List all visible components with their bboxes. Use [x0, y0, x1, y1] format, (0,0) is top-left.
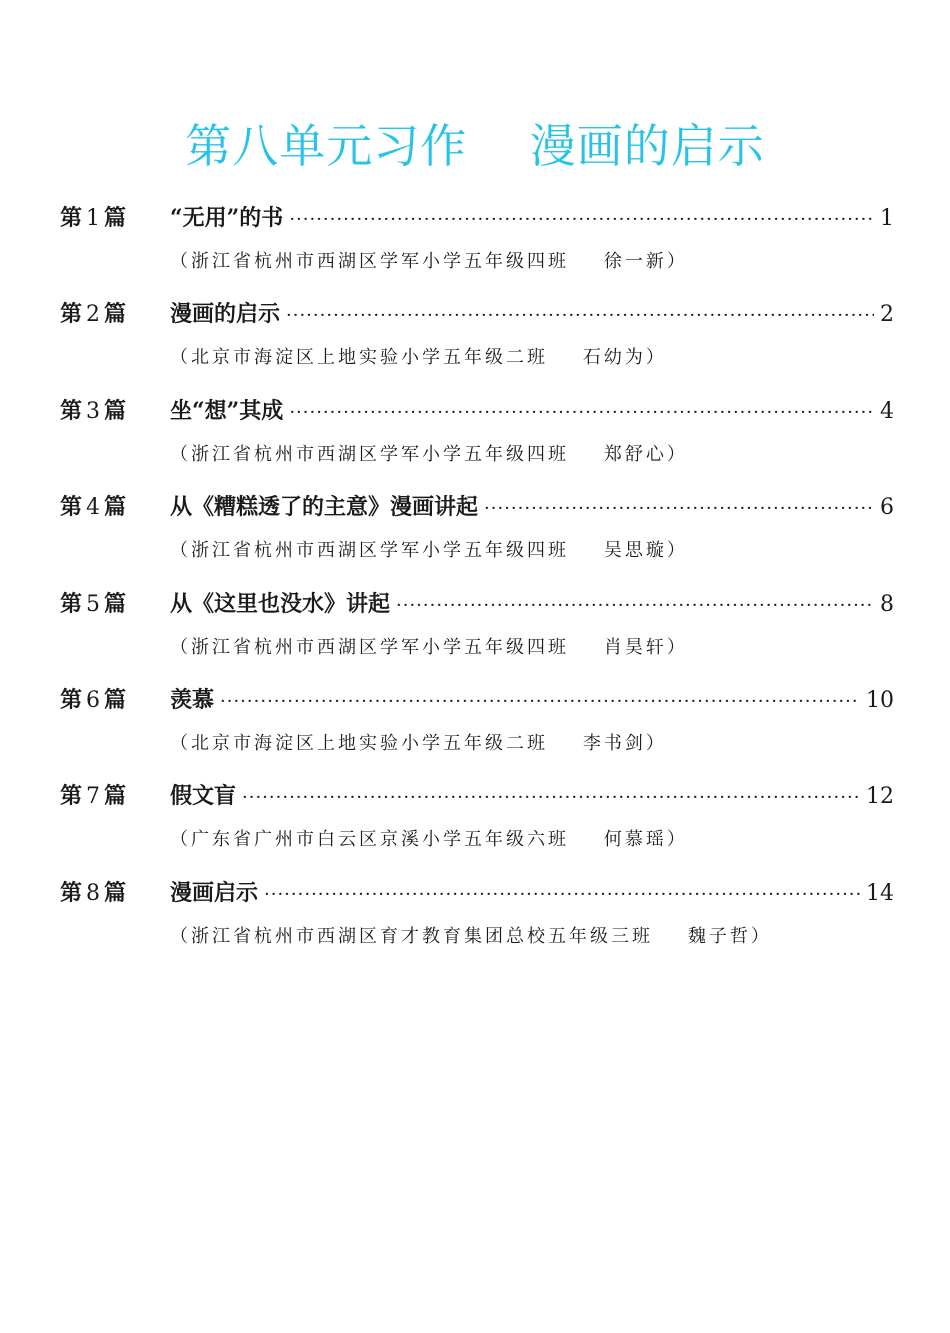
entry-line: [60, 774, 894, 818]
entry-page-number[interactable]: 2: [880, 302, 894, 328]
entry-suffix: 篇: [104, 494, 127, 521]
entry-number-value: 1: [86, 206, 101, 231]
entry-number: [60, 871, 170, 916]
entry-title[interactable]: 漫画启示: [170, 879, 259, 906]
entry-author-source: （北京市海淀区上地实验小学五年级二班 李书剑）: [170, 732, 667, 754]
entry-number-value: 6: [86, 687, 101, 713]
entry-author-source: （北京市海淀区上地实验小学五年级二班 石幼为）: [170, 347, 667, 369]
entry-suffix: 篇: [104, 397, 127, 424]
dot-leader: [396, 584, 874, 628]
toc-entry[interactable]: [60, 196, 894, 292]
entry-title[interactable]: 漫画的启示: [170, 301, 281, 328]
entry-page-number[interactable]: 14: [866, 880, 894, 906]
entry-page-number[interactable]: 12: [866, 784, 894, 810]
toc-entry[interactable]: [60, 582, 894, 678]
entry-title[interactable]: “无用”的书: [170, 205, 284, 231]
toc-entry[interactable]: [60, 871, 894, 967]
toc-entry[interactable]: [60, 774, 894, 870]
entry-suffix: 篇: [104, 783, 127, 810]
dot-leader: [242, 776, 860, 820]
dot-leader: [289, 198, 874, 242]
entry-prefix: 第: [60, 590, 83, 617]
entry-suffix: 篇: [104, 205, 127, 231]
entry-number: [60, 774, 170, 819]
dot-leader: [289, 391, 874, 435]
entry-author-source: （广东省广州市白云区京溪小学五年级六班 何慕瑶）: [170, 829, 688, 851]
entry-title[interactable]: 羡慕: [170, 686, 215, 713]
entry-number: [60, 196, 170, 241]
entry-suffix: 篇: [104, 879, 127, 906]
entry-title[interactable]: 坐“想”其成: [170, 397, 284, 424]
entry-page-number[interactable]: 1: [880, 206, 894, 231]
entry-number-value: 2: [86, 302, 101, 328]
dot-leader: [264, 873, 860, 917]
entry-number: [60, 678, 170, 723]
entry-line: [60, 292, 894, 336]
entry-line: [60, 678, 894, 722]
toc-entry[interactable]: [60, 389, 894, 485]
entry-suffix: 篇: [104, 686, 127, 713]
entry-line: [60, 196, 894, 240]
entry-author-source: （浙江省杭州市西湖区学军小学五年级四班 徐一新）: [170, 251, 688, 272]
entry-prefix: 第: [60, 783, 83, 810]
page-title: 第八单元习作 漫画的启示: [185, 119, 765, 173]
entry-number-value: 7: [86, 784, 101, 810]
dot-leader: [286, 294, 874, 338]
entry-author-source: （浙江省杭州市西湖区学军小学五年级四班 吴思璇）: [170, 540, 688, 562]
entry-title[interactable]: 从《糟糕透了的主意》漫画讲起: [170, 494, 479, 521]
entry-prefix: 第: [60, 686, 83, 713]
toc-entry[interactable]: [60, 292, 894, 388]
entry-number: [60, 582, 170, 627]
entry-line: [60, 871, 894, 915]
entry-suffix: 篇: [104, 590, 127, 617]
entry-number-value: 5: [86, 591, 101, 617]
entry-page-number[interactable]: 8: [880, 591, 894, 617]
entry-line: [60, 582, 894, 626]
dot-leader: [220, 680, 860, 724]
entry-number-value: 4: [86, 495, 101, 521]
entry-number: [60, 292, 170, 337]
entry-prefix: 第: [60, 301, 83, 328]
table-of-contents: [60, 196, 894, 967]
entry-number-value: 8: [86, 880, 101, 906]
entry-suffix: 篇: [104, 301, 127, 328]
entry-author-source: （浙江省杭州市西湖区学军小学五年级四班 肖昊轩）: [170, 636, 688, 658]
entry-number-value: 3: [86, 398, 101, 424]
entry-prefix: 第: [60, 205, 83, 231]
entry-line: [60, 485, 894, 529]
entry-number: [60, 389, 170, 434]
toc-entry[interactable]: [60, 678, 894, 774]
entry-page-number[interactable]: 10: [866, 687, 894, 713]
toc-entry[interactable]: [60, 485, 894, 581]
entry-title[interactable]: 假文盲: [170, 783, 237, 810]
entry-title[interactable]: 从《这里也没水》讲起: [170, 590, 391, 617]
entry-page-number[interactable]: 6: [880, 495, 894, 521]
entry-prefix: 第: [60, 879, 83, 906]
entry-author-source: （浙江省杭州市西湖区育才教育集团总校五年级三班 魏子哲）: [170, 925, 772, 947]
entry-line: [60, 389, 894, 433]
entry-author-source: （浙江省杭州市西湖区学军小学五年级四班 郑舒心）: [170, 443, 688, 465]
entry-prefix: 第: [60, 397, 83, 424]
entry-number: [60, 485, 170, 530]
dot-leader: [484, 487, 874, 531]
entry-prefix: 第: [60, 494, 83, 521]
entry-page-number[interactable]: 4: [880, 398, 894, 424]
